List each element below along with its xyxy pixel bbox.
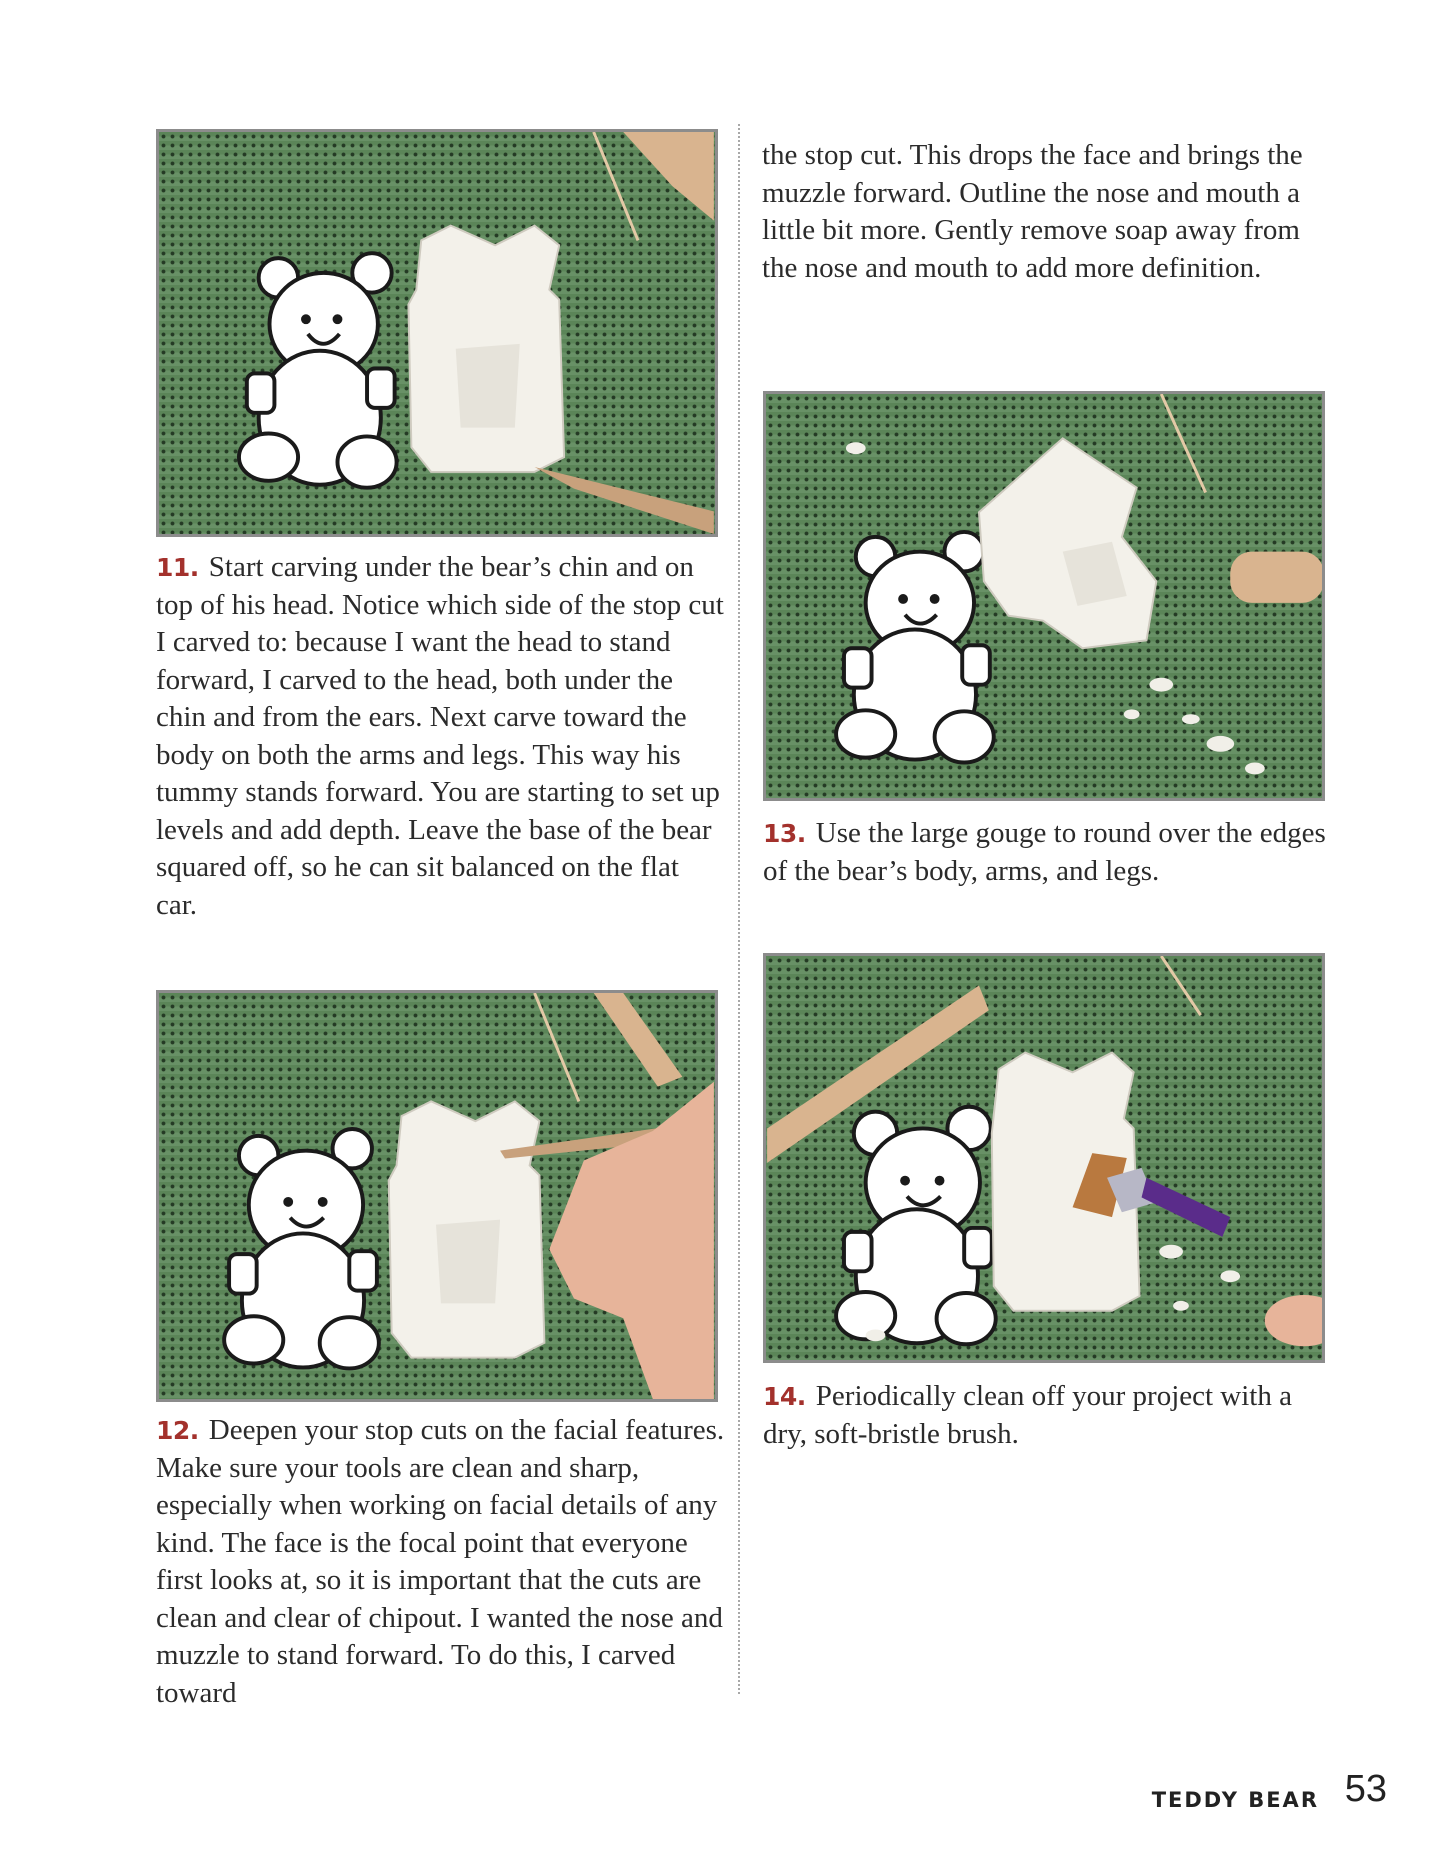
step-12-text xyxy=(156,1412,726,1712)
toothpick xyxy=(594,132,638,240)
popsicle-stick xyxy=(623,132,714,221)
step-12-number: 12. xyxy=(156,1416,199,1445)
step-13-number: 13. xyxy=(763,819,806,848)
popsicle-stick xyxy=(594,993,683,1087)
step-12-photo xyxy=(156,990,718,1402)
toothpick xyxy=(1161,956,1200,1015)
step-11-number: 11. xyxy=(156,553,199,582)
column-divider xyxy=(738,124,740,1694)
soap-block xyxy=(389,1101,545,1357)
popsicle-stick xyxy=(1230,552,1322,603)
bear-pattern xyxy=(836,1107,996,1344)
step-11-illustration xyxy=(159,132,715,534)
step-13-illustration xyxy=(766,394,1322,798)
bear-pattern xyxy=(224,1129,379,1368)
page-number: 53 xyxy=(1344,1768,1387,1810)
step-14-illustration xyxy=(766,956,1322,1360)
hand xyxy=(549,1082,714,1399)
step-14-text xyxy=(763,1378,1333,1453)
step-13-body: Use the large gouge to round over the edges of the bear’s body, arms, and legs. xyxy=(763,817,1326,887)
step-11-photo xyxy=(156,129,718,537)
brush-handle xyxy=(1142,1178,1231,1237)
step-14-body: Periodically clean off your project with a dry, soft-bristle brush. xyxy=(763,1380,1292,1450)
bear-pattern xyxy=(836,532,994,763)
hand xyxy=(1265,1295,1322,1346)
toothpick xyxy=(535,993,579,1101)
step-13-text xyxy=(763,815,1333,890)
step-11-body: Start carving under the bear’s chin and on top of his head. Notice which side of the stop cut I carved to: because I want the head to stand forward, I carved to the head, both under the chin and from the ears. Next carve toward the body on both the arms and legs. This way his tummy stands forward. You are starting to set up levels and add depth. Leave the base of the bear squared off, so he can sit balanced on the flat car. xyxy=(156,551,724,921)
section-title: TEDDY BEAR xyxy=(1151,1788,1319,1812)
soap-block xyxy=(979,438,1156,648)
step-14-photo xyxy=(763,953,1325,1363)
step-11-text xyxy=(156,549,726,924)
continued-text: the stop cut. This drops the face and brings the muzzle forward. Outline the nose and mouth a little bit more. Gently remove soap away from the nose and mouth to add more definition. xyxy=(762,139,1303,284)
toothpick xyxy=(1161,394,1205,493)
step-14-number: 14. xyxy=(763,1382,806,1411)
bear-pattern xyxy=(239,253,397,487)
carving-stick xyxy=(535,467,714,534)
step-12-body: Deepen your stop cuts on the facial features. Make sure your tools are clean and sharp, especially when working on facial details of any kind. The face is the focal point that everyone first looks at, so it is important that the cuts are clean and clear of chipout. I wanted the nose and muzzle to stand forward. To do this, I carved toward xyxy=(156,1414,725,1709)
soap-block xyxy=(408,226,564,472)
step-13-photo xyxy=(763,391,1325,801)
step-12-illustration xyxy=(159,993,715,1399)
